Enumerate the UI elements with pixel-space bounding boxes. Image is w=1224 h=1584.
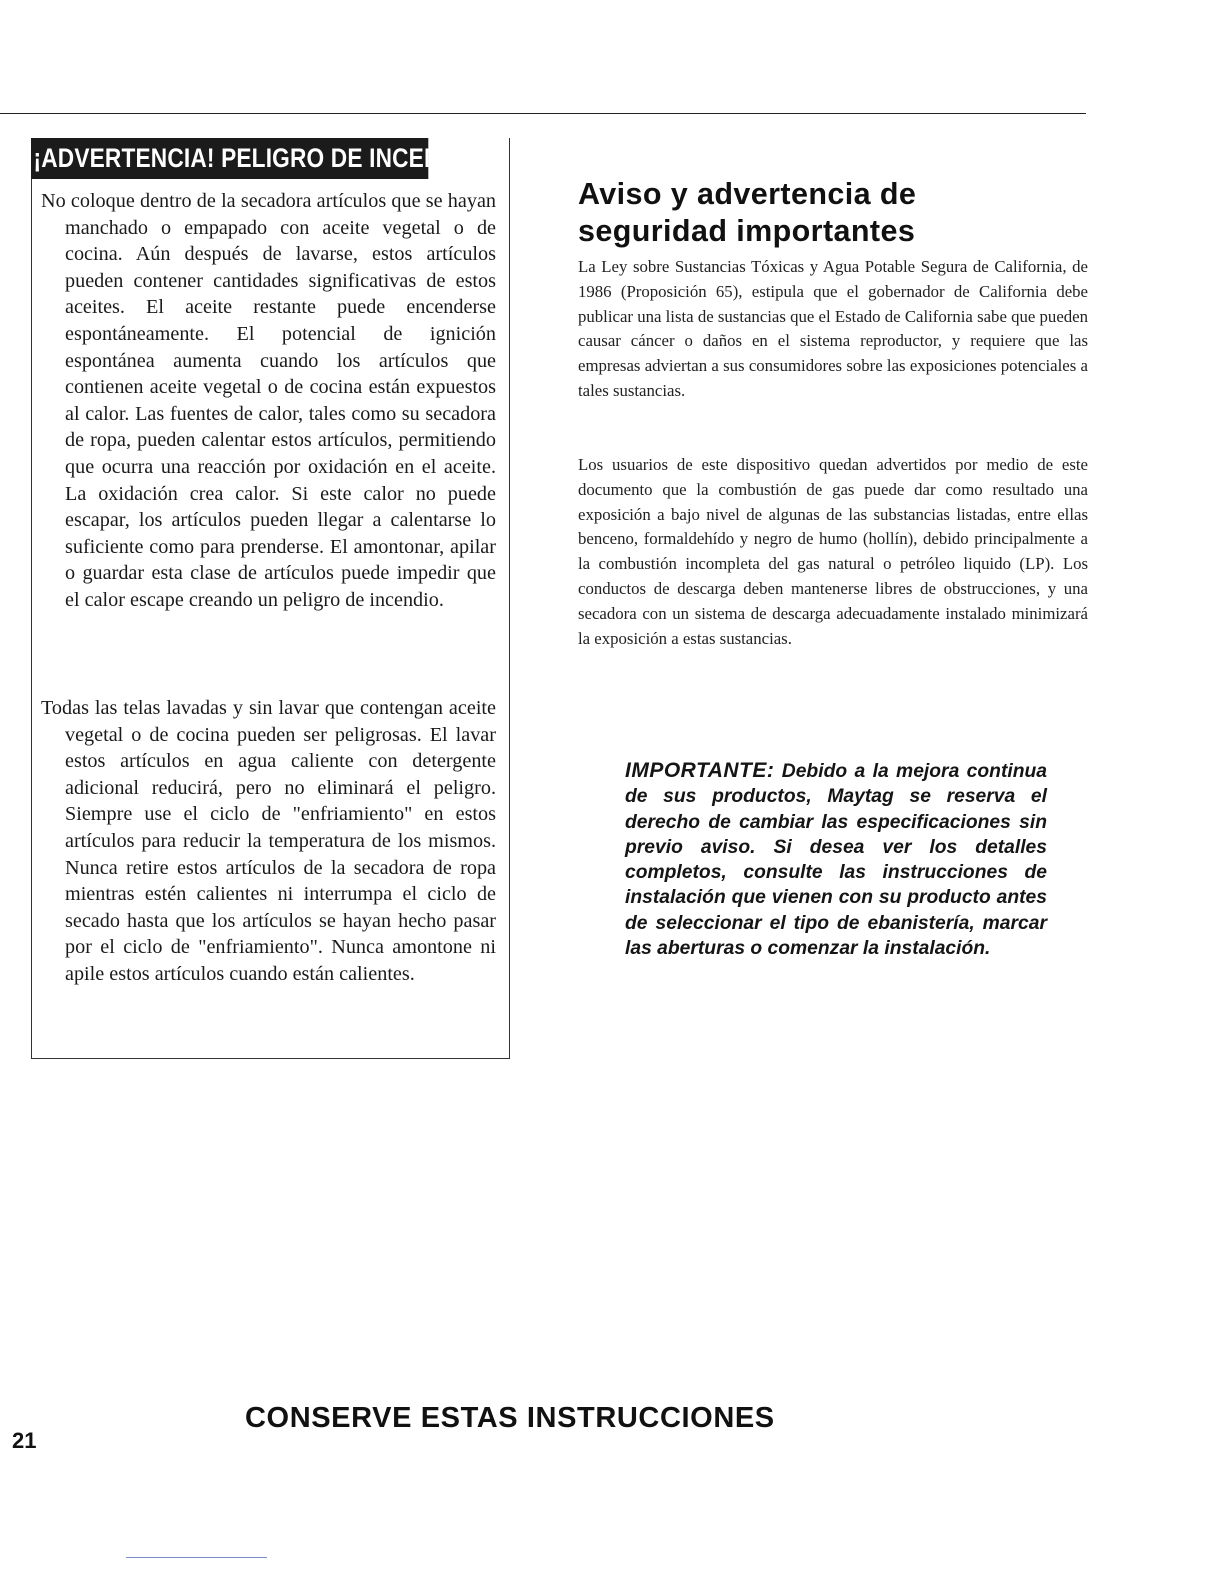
notice-paragraph: Los usuarios de este dispositivo quedan advertidos por medio de este documento que la combustión de gas puede dar como resultado una exposición a bajo nivel de algunas de las substancias listadas, entre ellas benceno, formaldehído y negro de humo (hollín), debido principalmente a la combustión incompleta del gas natural o petróleo liquido (LP). Los conductos de descarga deben mantenerse libres de obstrucciones, y una secadora con un sistema de descarga adecuadamente instalado minimizará la exposición a estas sustancias. [578, 455, 1088, 648]
important-note [625, 758, 1047, 961]
footer-title: CONSERVE ESTAS INSTRUCCIONES [245, 1402, 775, 1434]
warning-paragraph: Todas las telas lavadas y sin lavar que contengan aceite vegetal o de cocina pueden ser peligrosas. El lavar estos artículos en agua caliente con detergente adicional reducirá, pero no eliminará el peligro. Siempre use el ciclo de "enfriamiento" en estos artículos para reducir la temperatura de los mismos. Nunca retire estos artículos de la secadora de ropa mientras estén calientes ni interrumpa el ciclo de secado hasta que los artículos se hayan hecho pasar por el ciclo de "enfriamiento". Nunca amontone ni apile estos artículos cuando están calientes. [41, 697, 496, 985]
notice-paragraph: La Ley sobre Sustancias Tóxicas y Agua Potable Segura de California, de 1986 (Proposición 65), estipula que el gobernador de California debe publicar una lista de sustancias que el Estado de California sabe que pueden causar cáncer o daños en el sistema reproductor, y requiere que las empresas adviertan a sus consumidores sobre las exposiciones potenciales a tales sustancias. [578, 257, 1088, 400]
important-label: IMPORTANTE: [625, 759, 775, 782]
warning-title: ¡ADVERTENCIA! PELIGRO DE INCENDIO [31, 138, 428, 179]
warning-paragraph: No coloque dentro de la secadora artículos que se hayan manchado o empapado con aceite vegetal o de cocina. Aún después de lavarse, estos artículos pueden contener cantidades significativas de estos aceites. El aceite restante puede encenderse espontáneamente. El potencial de ignición espontánea aumenta cuando los artículos que contienen aceite vegetal o de cocina están expuestos al calor. Las fuentes de calor, tales como su secadora de ropa, pueden calentar estos artículos, permitiendo que ocurra una reacción por oxidación en el aceite. La oxidación crea calor. Si este calor no puede escapar, los artículos pueden llegar a calentarse lo suficiente como para prenderse. El amontonar, apilar o guardar esta clase de artículos puede impedir que el calor escape creando un peligro de incendio. [41, 190, 496, 611]
important-text: Debido a la mejora continua de sus productos, Maytag se reserva el derecho de cambiar las especificaciones sin previo aviso. Si desea ver los detalles completos, consulte las instrucciones de instalación que vienen con su producto antes de seleccionar el tipo de ebanistería, marcar las aberturas o comenzar la instalación. [625, 761, 1048, 960]
page-number: 21 [12, 1428, 37, 1453]
bottom-divider [126, 1557, 267, 1558]
section-heading: Aviso y advertencia de seguridad importantes [578, 177, 917, 248]
top-rule [0, 113, 1086, 114]
